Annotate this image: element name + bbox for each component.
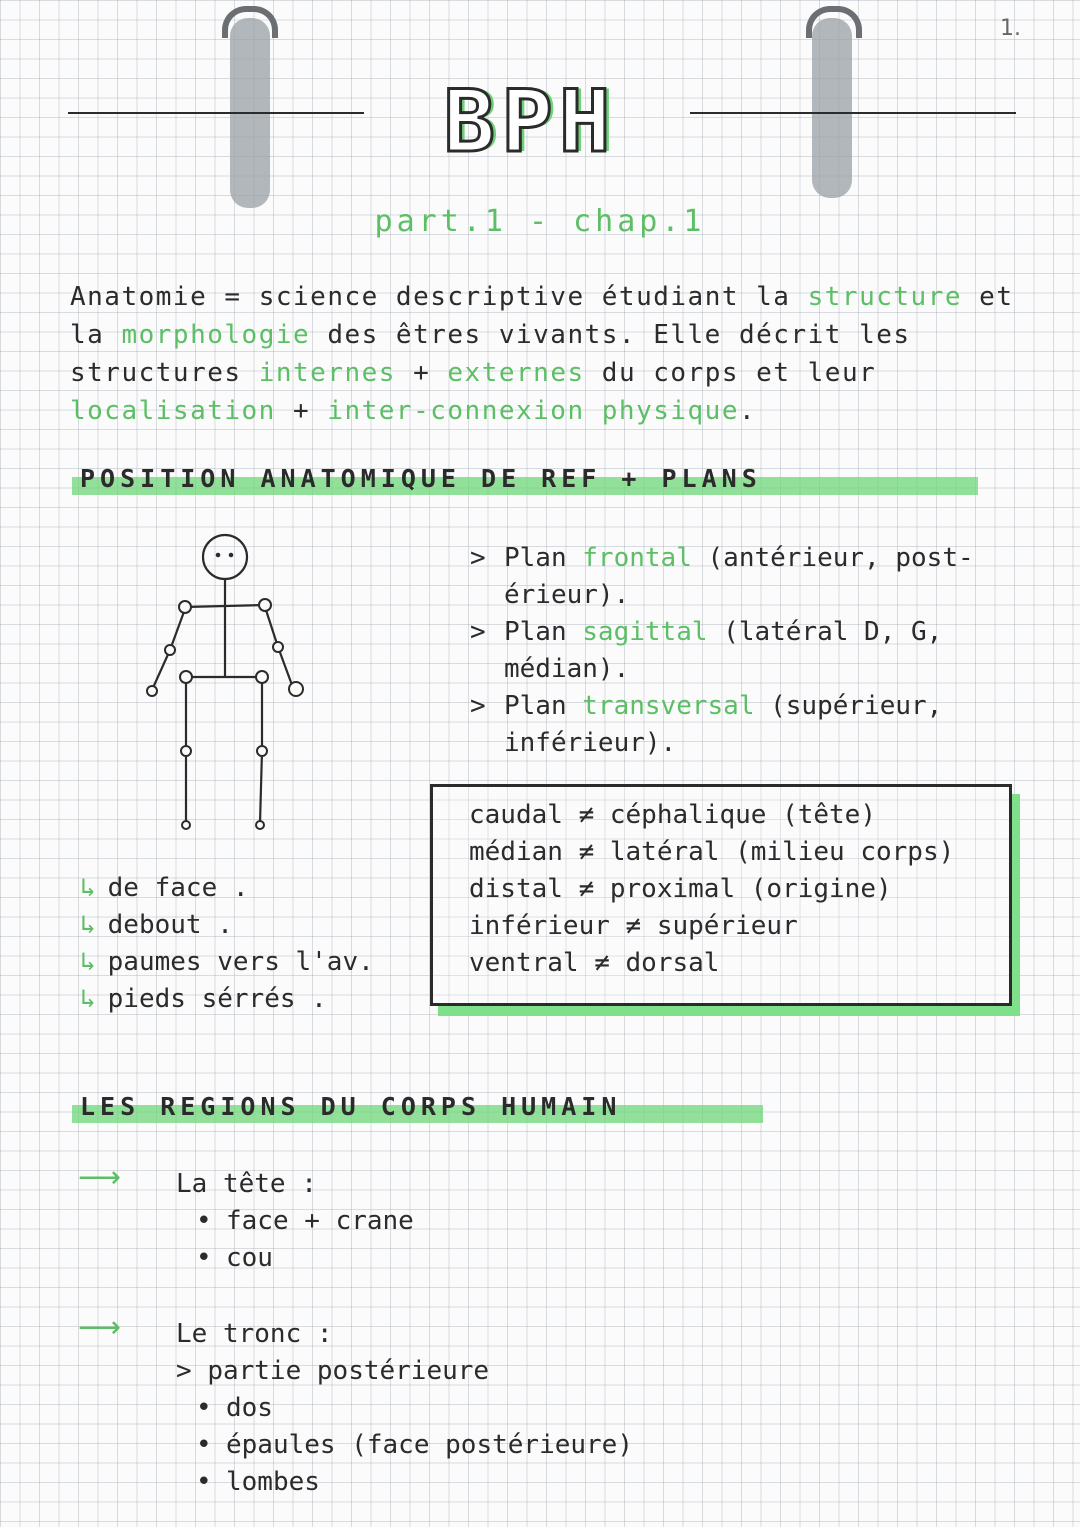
title-rule-right [690,112,1016,114]
region-head-label: La tête : [176,1169,317,1199]
position-list [80,870,440,1018]
list-item: • cou [196,1240,676,1277]
region-head [176,1166,676,1277]
opposite-pair: inférieur ≠ supérieur [469,911,798,941]
section-heading-regions: LES REGIONS DU CORPS HUMAIN [72,1090,763,1123]
plane-item: > Plan transversal (supérieur, inférieur). [470,688,1030,762]
list-item: • dos [196,1390,776,1427]
intro-term: Anatomie [70,282,208,312]
opposites-box [430,784,1012,1006]
binder-ring-icon [812,18,852,198]
right-arrow-icon: ⟶ [78,1160,122,1195]
page-title: BPH [443,72,617,172]
right-arrow-icon: ⟶ [78,1310,122,1345]
page-subtitle: part.1 - chap.1 [374,204,706,239]
plane-item: > Plan sagittal (latéral D, G, médian). [470,614,1030,688]
list-item: • lombes [196,1464,776,1501]
intro-paragraph: Anatomie = science descriptive étudiant la structure et la morphologie des êtres vivants. Elle décrit les structures internes + externes du corps et leur localisation + inter-connexion physique. [70,282,1014,426]
planes-list [470,540,1030,762]
list-item: • épaules (face postérieure) [196,1427,776,1464]
region-trunk-label: Le tronc : [176,1319,333,1349]
opposite-pair: caudal ≠ céphalique (tête) [469,800,876,830]
region-trunk-sub: partie postérieure [207,1356,490,1386]
position-item: ↳ debout . [80,907,440,944]
position-item: ↳ de face . [80,870,440,907]
binder-ring-top-icon [222,6,278,38]
opposite-pair: distal ≠ proximal (origine) [469,874,892,904]
plane-item: > Plan frontal (antérieur, post-érieur). [470,540,1030,614]
stick-figure-icon [130,525,320,845]
list-item: • face + crane [196,1203,676,1240]
binder-ring-top-icon [806,6,862,38]
opposite-pair: médian ≠ latéral (milieu corps) [469,837,955,867]
page-number: 1. [1000,16,1021,41]
section-heading-position: POSITION ANATOMIQUE DE REF + PLANS [72,462,978,495]
opposite-pair: ventral ≠ dorsal [469,948,720,978]
region-trunk: Le tronc : > partie postérieure • dos • épaules (face postérieure) • lombes [176,1316,776,1501]
position-item: ↳ paumes vers l'av. [80,944,440,981]
position-item: ↳ pieds sérrés . [80,981,440,1018]
title-rule-left [68,112,364,114]
